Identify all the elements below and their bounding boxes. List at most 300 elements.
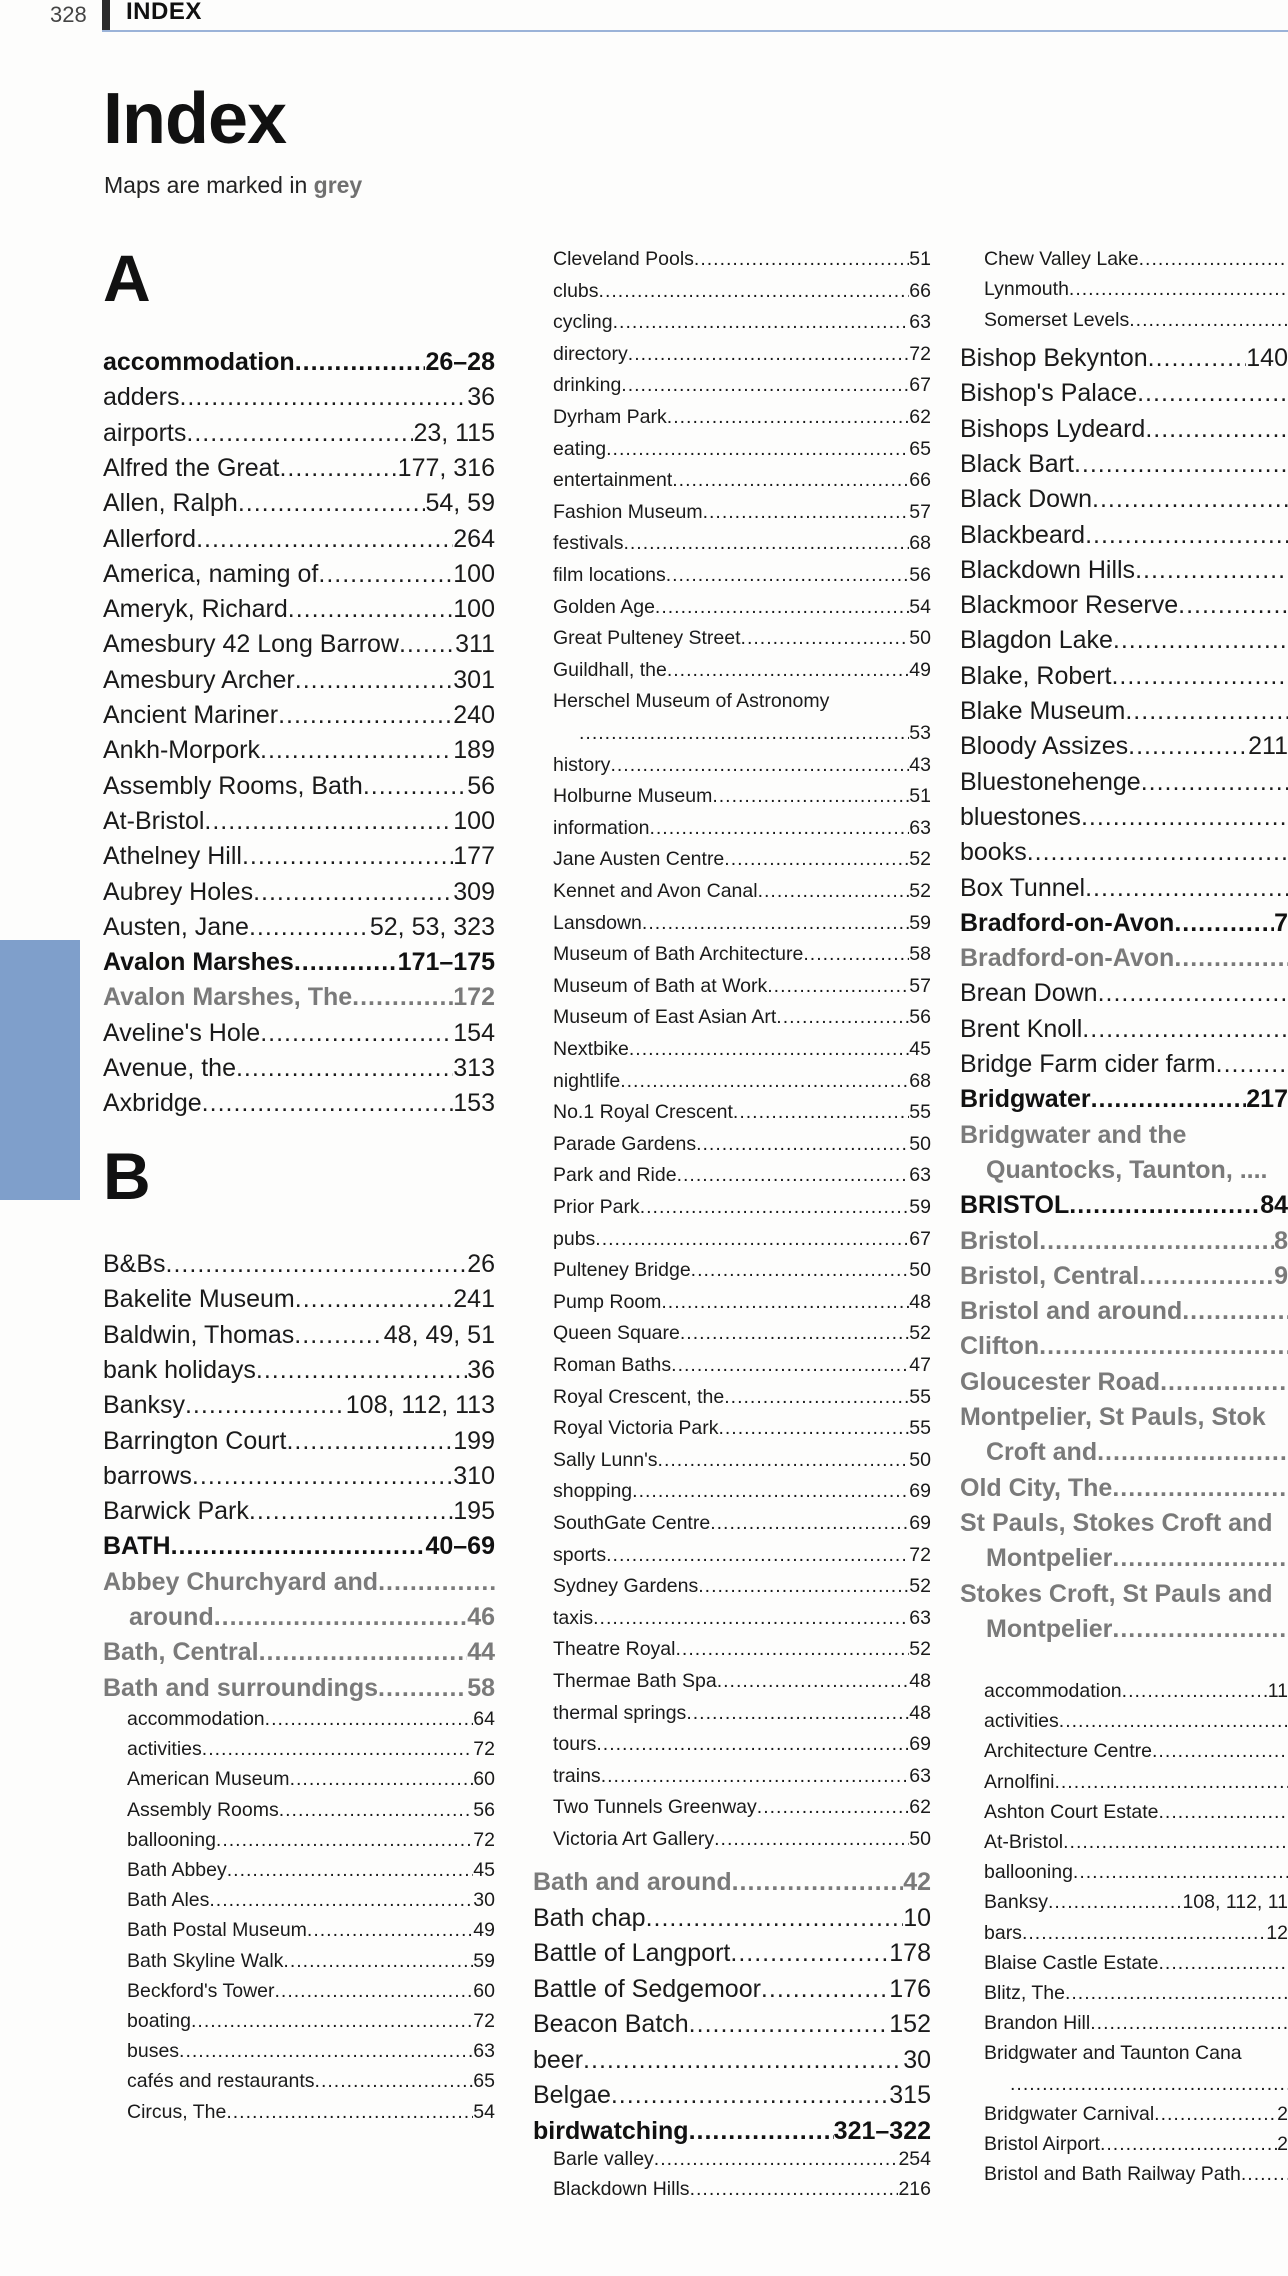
entry-term: Bradford-on-Avon xyxy=(960,908,1175,937)
dot-leader xyxy=(671,1354,909,1377)
entry-pages: 313 xyxy=(453,1054,495,1082)
entry-pages: 50 xyxy=(909,1828,931,1850)
entry-pages: 63 xyxy=(909,816,931,839)
dot-leader xyxy=(661,1291,909,1314)
index-entry xyxy=(103,948,495,977)
index-entry xyxy=(103,807,495,836)
entry-term: Bath Abbey xyxy=(127,1859,227,1881)
entry-term: books xyxy=(960,838,1027,867)
entry-pages: 217 xyxy=(1246,1085,1288,1114)
dot-leader xyxy=(629,1038,909,1061)
dot-leader xyxy=(196,525,453,554)
dot-leader xyxy=(352,983,453,1012)
dot-leader xyxy=(318,560,453,589)
index-entry xyxy=(553,1291,931,1314)
index-entry xyxy=(553,1101,931,1124)
dot-leader xyxy=(1022,1922,1266,1945)
dot-leader xyxy=(1100,2133,1277,2156)
index-entry xyxy=(984,1861,1288,1884)
index-entry xyxy=(103,1089,495,1118)
index-entry xyxy=(984,1952,1288,1975)
entry-pages: 54 xyxy=(473,2100,495,2123)
dot-leader xyxy=(278,701,453,730)
dot-leader xyxy=(606,438,909,461)
entry-term: Bristol and around xyxy=(960,1297,1183,1326)
entry-pages: 309 xyxy=(453,877,495,906)
entry-pages: 52, 53, 323 xyxy=(369,912,495,941)
dot-leader xyxy=(295,666,454,695)
dot-leader xyxy=(191,2010,473,2033)
entry-term: Box Tunnel xyxy=(960,873,1086,902)
entry-term: entertainment xyxy=(553,469,673,492)
entry-term: cafés and restaurants xyxy=(127,2070,315,2093)
dot-leader xyxy=(171,1532,426,1561)
index-entry xyxy=(103,383,495,412)
entry-term: Blagdon Lake xyxy=(960,626,1113,655)
dot-leader xyxy=(610,754,909,777)
dot-leader xyxy=(1069,278,1288,301)
entry-pages: 52 xyxy=(909,1638,931,1661)
dot-leader xyxy=(1137,379,1288,408)
index-entry xyxy=(984,2012,1288,2035)
index-entry xyxy=(984,2042,1288,2065)
index-entry xyxy=(103,983,495,1012)
dot-leader xyxy=(1154,2103,1277,2126)
dot-leader xyxy=(202,1738,474,1761)
index-entry xyxy=(553,1575,931,1598)
dot-leader xyxy=(1129,309,1288,332)
index-entry xyxy=(553,1228,931,1251)
entry-term: Blake, Robert xyxy=(960,661,1112,690)
dot-leader xyxy=(315,2070,474,2093)
entry-pages: 240 xyxy=(453,701,495,729)
index-entry xyxy=(960,485,1288,514)
entry-pages: 23, 115 xyxy=(413,418,495,447)
entry-pages: 68 xyxy=(909,1069,931,1092)
index-entry xyxy=(553,912,931,935)
entry-term: SouthGate Centre xyxy=(553,1512,711,1534)
dot-leader xyxy=(378,1674,467,1703)
page-header xyxy=(0,0,1288,32)
dot-leader xyxy=(703,501,910,524)
dot-leader xyxy=(611,2081,889,2110)
dot-leader xyxy=(294,1321,383,1350)
entry-term: taxis xyxy=(553,1606,594,1629)
entry-term: pubs xyxy=(553,1227,596,1250)
dot-leader xyxy=(279,1799,474,1822)
entry-term: thermal springs xyxy=(553,1701,687,1724)
index-entry xyxy=(533,1975,931,2004)
index-entry xyxy=(960,450,1288,479)
dot-leader xyxy=(686,1702,909,1725)
entry-term: Blackdown Hills xyxy=(960,555,1136,584)
entry-term: Park and Ride xyxy=(553,1164,677,1187)
dot-leader xyxy=(667,406,910,429)
dot-leader xyxy=(710,1512,909,1535)
index-entry xyxy=(127,1738,495,1761)
dot-leader xyxy=(741,627,910,650)
entry-term: Assembly Rooms xyxy=(127,1798,279,1821)
entry-pages: 241 xyxy=(453,1285,495,1314)
entry-term: Bath Skyline Walk xyxy=(127,1949,284,1972)
dot-leader xyxy=(265,1708,474,1731)
index-entry xyxy=(103,595,495,624)
entry-pages: 65 xyxy=(473,2070,495,2093)
dot-leader xyxy=(613,311,910,334)
dot-leader xyxy=(1063,1831,1288,1854)
entry-term: sports xyxy=(553,1543,607,1566)
entry-term: Thermae Bath Spa xyxy=(553,1670,717,1692)
dot-leader xyxy=(290,1768,474,1791)
dot-leader xyxy=(621,374,909,397)
entry-term: shopping xyxy=(553,1480,633,1503)
entry-term: Bath Ales xyxy=(127,1889,210,1912)
entry-term: Guildhall, the xyxy=(553,658,667,681)
index-entry xyxy=(533,2046,931,2075)
dot-leader xyxy=(1174,909,1274,938)
entry-term: Bath Postal Museum xyxy=(127,1919,307,1942)
index-entry xyxy=(960,944,1288,973)
index-entry xyxy=(127,1799,495,1822)
entry-pages: 57 xyxy=(909,500,931,523)
index-entry xyxy=(553,690,931,713)
entry-pages: 10 xyxy=(903,1903,931,1932)
entry-term: Lynmouth xyxy=(984,278,1069,301)
entry-term: beer xyxy=(533,2045,584,2074)
index-entry xyxy=(984,309,1288,332)
entry-pages: 199 xyxy=(453,1426,495,1455)
index-entry xyxy=(553,596,931,619)
entry-term: Beacon Batch xyxy=(533,2010,689,2038)
entry-term: Circus, The xyxy=(127,2100,227,2123)
dot-leader xyxy=(646,1904,904,1933)
index-entry xyxy=(103,842,495,871)
index-entry xyxy=(960,379,1288,408)
entry-term: Bristol and Bath Railway Path xyxy=(984,2163,1241,2186)
index-entry xyxy=(127,1889,495,1912)
dot-leader xyxy=(1027,838,1288,867)
entry-pages: 60 xyxy=(473,1979,495,2002)
index-entry xyxy=(553,1354,931,1377)
index-entry xyxy=(1010,2073,1288,2096)
index-entry xyxy=(127,1859,495,1882)
entry-pages: 64 xyxy=(473,1708,495,1730)
dot-leader xyxy=(294,948,398,977)
entry-term: bank holidays xyxy=(103,1355,256,1384)
entry-pages: 57 xyxy=(909,974,931,997)
entry-term: Allerford xyxy=(103,524,197,553)
entry-term: Aveline's Hole xyxy=(103,1018,261,1047)
entry-term: Architecture Centre xyxy=(984,1740,1152,1763)
entry-pages: 30 xyxy=(473,1889,495,1912)
entry-pages: 59 xyxy=(909,911,931,934)
index-entry xyxy=(533,2081,931,2110)
dot-leader xyxy=(623,532,909,555)
header-rule xyxy=(102,30,1288,32)
entry-term: Fashion Museum xyxy=(553,500,703,523)
dot-leader xyxy=(1112,1544,1288,1573)
dot-leader xyxy=(249,913,370,942)
index-entry xyxy=(103,489,495,518)
dot-leader xyxy=(1074,450,1288,479)
dot-leader xyxy=(307,1919,473,1942)
entry-term: Bristol Airport xyxy=(984,2133,1100,2155)
entry-term: Avalon Marshes xyxy=(103,948,294,977)
entry-pages: 153 xyxy=(453,1089,495,1118)
index-entry xyxy=(553,1512,931,1535)
entry-term: Amesbury Archer xyxy=(103,665,295,694)
index-entry xyxy=(960,1368,1288,1397)
entry-term: Croft and xyxy=(986,1438,1098,1467)
dot-leader xyxy=(179,383,467,412)
dot-leader xyxy=(632,1480,909,1503)
entry-term: Parade Gardens xyxy=(553,1132,697,1155)
index-entry xyxy=(553,438,931,461)
index-entry xyxy=(960,838,1288,867)
entry-pages: 63 xyxy=(909,311,931,334)
dot-leader xyxy=(732,1868,904,1897)
entry-term: Nextbike xyxy=(553,1038,629,1060)
dot-leader xyxy=(279,454,397,483)
entry-term: accommodation xyxy=(127,1708,265,1730)
dot-leader xyxy=(238,489,426,518)
entry-pages: 100 xyxy=(453,559,495,588)
index-entry xyxy=(579,722,931,745)
index-entry xyxy=(103,701,495,730)
entry-pages: 65 xyxy=(909,437,931,460)
index-entry xyxy=(553,1480,931,1503)
index-entry xyxy=(960,1227,1288,1256)
index-entry xyxy=(960,768,1288,797)
entry-pages: 67 xyxy=(909,374,931,397)
index-entry xyxy=(960,1332,1288,1361)
entry-term: Roman Baths xyxy=(553,1354,672,1376)
dot-leader xyxy=(599,280,910,303)
entry-pages: 54, 59 xyxy=(425,489,495,518)
index-entry xyxy=(960,909,1288,938)
entry-pages: 48 xyxy=(909,1701,931,1724)
index-entry xyxy=(960,803,1288,832)
dot-leader xyxy=(690,2178,899,2201)
entry-pages: 26–28 xyxy=(425,348,495,376)
index-entry xyxy=(127,1950,495,1973)
index-entry xyxy=(553,1006,931,1029)
entry-pages: 55 xyxy=(909,1101,931,1124)
dot-leader xyxy=(595,1228,909,1251)
entry-term: Brean Down xyxy=(960,979,1098,1008)
entry-pages: 8 xyxy=(1274,1226,1288,1255)
entry-pages: 48 xyxy=(909,1290,931,1313)
index-entry xyxy=(103,1462,495,1491)
entry-term: Two Tunnels Greenway xyxy=(553,1796,757,1819)
index-entry xyxy=(553,1796,931,1819)
entry-pages: 171–175 xyxy=(397,948,495,977)
dot-leader xyxy=(677,1164,910,1187)
entry-term: film locations xyxy=(553,564,666,586)
index-entry xyxy=(103,1054,495,1083)
dot-leader xyxy=(1241,2163,1288,2186)
entry-pages: 310 xyxy=(453,1461,495,1490)
dot-leader xyxy=(691,1259,910,1282)
entry-pages: 58 xyxy=(467,1673,495,1702)
dot-leader xyxy=(730,1939,889,1968)
entry-pages: 189 xyxy=(453,736,495,765)
dot-leader xyxy=(620,1070,909,1093)
entry-term: Baldwin, Thomas xyxy=(103,1320,295,1349)
dot-leader xyxy=(209,1889,473,1912)
index-entry xyxy=(103,913,495,942)
entry-term: Royal Victoria Park xyxy=(553,1417,719,1440)
dot-leader xyxy=(259,1638,468,1667)
index-entry xyxy=(960,1403,1288,1432)
dot-leader xyxy=(253,878,453,907)
entry-term: Barle valley xyxy=(553,2148,654,2170)
dot-leader xyxy=(1085,521,1288,550)
dot-leader xyxy=(1073,1861,1288,1884)
entry-pages: 84 xyxy=(1260,1191,1288,1220)
dot-leader xyxy=(1141,768,1288,797)
dot-leader xyxy=(295,1285,454,1314)
dot-leader xyxy=(649,817,909,840)
entry-term: Avenue, the xyxy=(103,1054,236,1082)
entry-term: clubs xyxy=(553,279,599,302)
dot-leader xyxy=(1069,1191,1260,1220)
entry-term: Allen, Ralph xyxy=(103,489,238,518)
entry-term: Bridgwater xyxy=(960,1085,1091,1114)
index-entry xyxy=(553,1417,931,1440)
entry-term: Bridgwater and Taunton Cana xyxy=(984,2042,1242,2065)
index-entry xyxy=(960,979,1288,1008)
entry-term: Chew Valley Lake xyxy=(984,248,1139,270)
entry-term: Victoria Art Gallery xyxy=(553,1828,715,1850)
entry-pages: 30 xyxy=(903,2045,931,2074)
index-entry xyxy=(984,2103,1288,2126)
dot-leader xyxy=(363,772,467,801)
header-marker-bar xyxy=(102,0,110,32)
entry-pages: 56 xyxy=(473,1798,495,1821)
entry-pages: 60 xyxy=(473,1768,495,1791)
entry-term: Abbey Churchyard and xyxy=(103,1567,379,1596)
entry-term: Blackdown Hills xyxy=(553,2178,690,2201)
dot-leader xyxy=(655,596,909,619)
index-entry xyxy=(553,1733,931,1756)
dot-leader xyxy=(696,1133,909,1156)
entry-pages: 72 xyxy=(473,1738,495,1761)
dot-leader xyxy=(1065,1982,1288,2005)
entry-pages: 11 xyxy=(1267,1680,1288,1702)
entry-pages: 68 xyxy=(909,532,931,555)
entry-pages: 50 xyxy=(909,1448,931,1471)
entry-term: Bath and surroundings xyxy=(103,1673,378,1702)
entry-term: Battle of Langport xyxy=(533,1939,731,1967)
section-letter-a: A xyxy=(103,241,151,315)
entry-pages: 59 xyxy=(473,1949,495,1972)
index-entry xyxy=(103,1391,495,1420)
entry-term: tours xyxy=(553,1733,597,1756)
index-entry xyxy=(984,1891,1288,1914)
index-entry xyxy=(553,1828,931,1851)
dot-leader xyxy=(186,419,413,448)
dot-leader xyxy=(642,912,909,935)
index-entry xyxy=(129,1603,495,1632)
dot-leader xyxy=(601,1765,910,1788)
dot-leader xyxy=(803,943,909,966)
entry-pages: 178 xyxy=(889,1939,931,1967)
index-entry xyxy=(127,1708,495,1731)
entry-pages: 254 xyxy=(898,2148,931,2170)
entry-term: Old City, The xyxy=(960,1473,1113,1502)
entry-term: Athelney Hill xyxy=(103,842,242,871)
dot-leader xyxy=(1085,874,1288,903)
entry-term: Ankh-Morpork xyxy=(103,736,260,765)
index-entry xyxy=(103,1250,495,1279)
index-entry xyxy=(960,1580,1288,1609)
index-entry xyxy=(960,1050,1288,1079)
entry-term: Avalon Marshes, The xyxy=(103,983,353,1012)
entry-term: history xyxy=(553,753,611,776)
entry-pages: 52 xyxy=(909,880,931,902)
dot-leader xyxy=(1174,944,1288,973)
index-entry xyxy=(553,564,931,587)
index-entry xyxy=(553,2178,931,2201)
entry-term: boating xyxy=(127,2010,191,2032)
entry-pages: 55 xyxy=(909,1385,931,1408)
index-entry xyxy=(553,532,931,555)
index-entry xyxy=(103,1285,495,1314)
entry-pages: 42 xyxy=(903,1868,931,1896)
dot-leader xyxy=(1182,1297,1288,1326)
index-entry xyxy=(553,659,931,682)
entry-term: At-Bristol xyxy=(103,806,205,835)
index-entry xyxy=(984,2163,1288,2186)
dot-leader xyxy=(1091,1085,1247,1114)
index-entry xyxy=(960,556,1288,585)
entry-term: Royal Crescent, the xyxy=(553,1385,725,1408)
entry-pages: 63 xyxy=(909,1606,931,1629)
entry-pages: 177, 316 xyxy=(397,453,495,482)
index-entry xyxy=(553,501,931,524)
index-entry xyxy=(960,697,1288,726)
entry-term: Museum of Bath at Work xyxy=(553,974,768,997)
index-entry xyxy=(103,772,495,801)
dot-leader xyxy=(658,1449,910,1472)
entry-term: Bath chap xyxy=(533,1903,646,1932)
entry-term: bars xyxy=(984,1921,1022,1944)
index-entry xyxy=(553,1164,931,1187)
entry-pages: 311 xyxy=(455,630,495,659)
dot-leader xyxy=(724,848,909,871)
dot-leader xyxy=(675,1638,909,1661)
dot-leader xyxy=(1125,697,1288,726)
dot-leader xyxy=(593,1607,909,1630)
index-entry xyxy=(127,2101,495,2124)
entry-pages: 321–322 xyxy=(833,2116,931,2145)
dot-leader xyxy=(1178,591,1288,620)
entry-term: Somerset Levels xyxy=(984,308,1130,331)
entry-term: around xyxy=(129,1603,214,1631)
dot-leader xyxy=(1092,485,1288,514)
entry-term: BRISTOL xyxy=(960,1191,1070,1220)
index-entry xyxy=(103,454,495,483)
entry-pages: 47 xyxy=(909,1354,931,1376)
dot-leader xyxy=(1112,1474,1288,1503)
entry-term: Bridgwater Carnival xyxy=(984,2102,1155,2125)
index-entry xyxy=(553,817,931,840)
entry-term: Pulteney Bridge xyxy=(553,1259,691,1282)
index-entry xyxy=(103,666,495,695)
dot-leader xyxy=(698,1575,909,1598)
entry-term: trains xyxy=(553,1764,601,1787)
